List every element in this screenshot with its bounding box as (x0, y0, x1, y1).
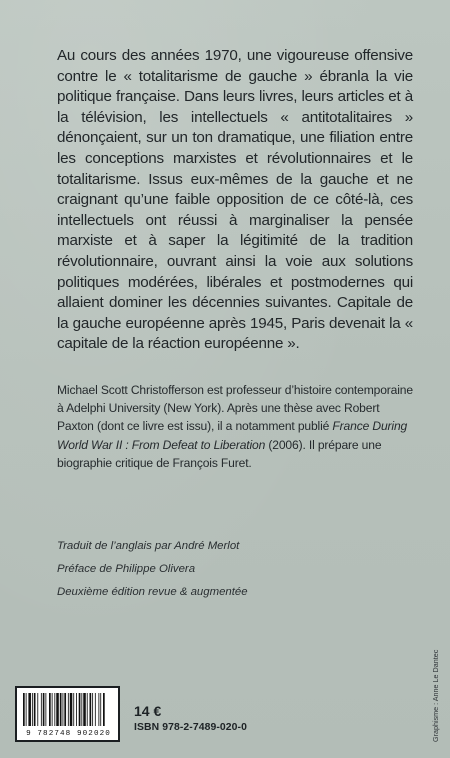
graphic-design-credit: Graphisme : Anne Le Dantec (431, 649, 440, 742)
book-title: France During World War II : From Defeat to Liberation (57, 419, 408, 452)
preface-credit: Préface de Philippe Olivera (57, 563, 196, 575)
barcode-number: 9 782748 902020 (26, 730, 111, 738)
translation-credit: Traduit de l’anglais par André Merlot (57, 540, 240, 552)
barcode (15, 686, 120, 742)
cover-blurb: Au cours des années 1970, une vigoureuse offensive contre le « totalitarisme de gauche » ébranla la vie politique française. Dans leurs livres, leurs articles et à la télévision, les intellectuels « antitotalitaires » dénonçaient, sur un ton dramatique, une filiation entre les conceptions marxistes et révolutionnaires et le totalitarisme. Issus eux-mêmes de la gauche et ne craignant qu’une faible opposition de ce côté-là, ces intellectuels ont réussi à marginaliser la pensée marxiste et à saper la légitimité de la tradition révolutionnaire, ouvrant ainsi la voie aux solutions politiques modérées, libérales et postmodernes qui allaient dominer les décennies suivantes. Capitale de la gauche européenne après 1945, Paris devenait la « capitale de la réaction européenne ». (57, 47, 413, 353)
author-bio-text: Michael Scott Christofferson est professeur d’histoire contemporaine à Adelphi University (New York). Après une thèse avec Robert Paxton (dont ce livre est issu), il a notamment publié (57, 383, 413, 434)
barcode-bars (22, 693, 113, 726)
edition-credits (57, 535, 387, 604)
edition-note: Deuxième édition revue & augmentée (57, 586, 248, 598)
author-bio-text-end: (2006). Il prépare une biographie critique de François Furet. (57, 437, 382, 470)
isbn: ISBN 978-2-7489-020-0 (134, 722, 247, 733)
price: 14 € (134, 703, 162, 719)
author-bio (57, 381, 413, 472)
